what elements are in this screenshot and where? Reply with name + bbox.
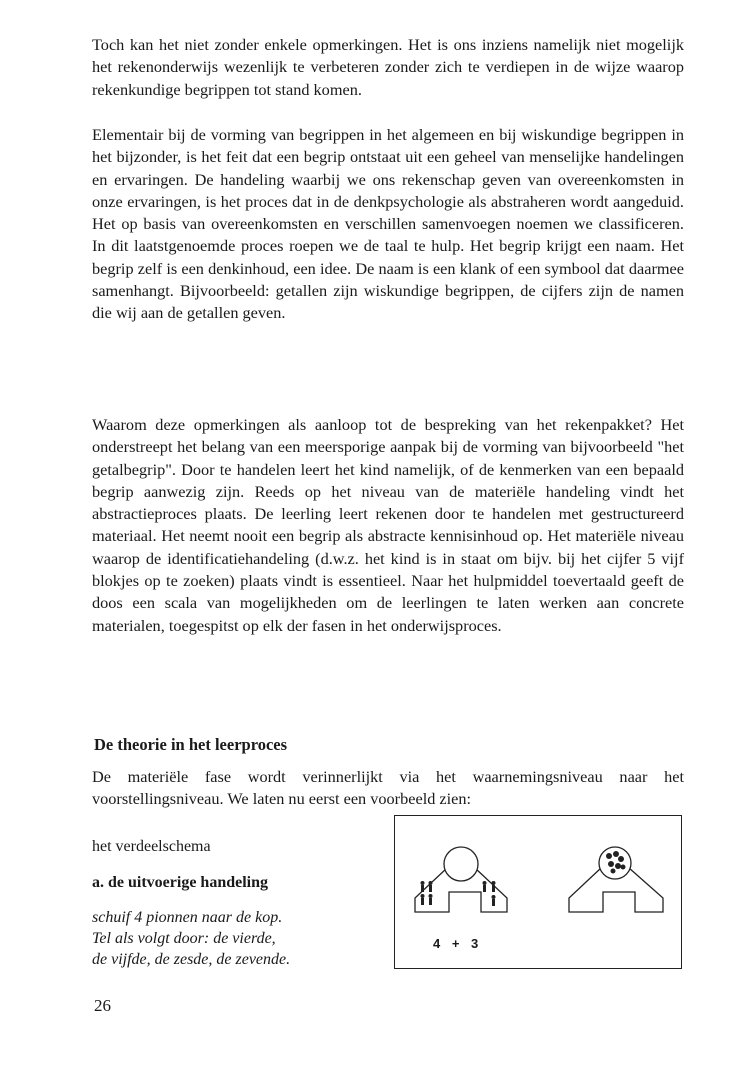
paragraph-1: Toch kan het niet zonder enkele opmerkingen. Het is ons inziens namelijk niet mogelijk het rekenonderwijs wezenlijk te verbeteren zonder zich te verdiepen in de wijze waarop rekenkundige begrippen tot stand komen. [92,35,684,99]
instruction-line: Tel als volgt door: de vierde, [92,930,276,947]
pawns-left-group [421,881,433,905]
example-instruction [92,907,392,970]
section-heading: De theorie in het leerproces [94,735,288,754]
distribution-scheme-figure [394,815,682,969]
example-title: het verdeelschema [92,838,211,855]
section-intro: De materiële fase wordt verinnerlijkt via het waarnemingsniveau naar het voorstellingsniveau. We laten nu eerst een voorbeeld zien: [92,767,684,809]
paragraph-2: Elementair bij de vorming van begrippen in het algemeen en bij wiskundige begrippen in het bijzonder, is het feit dat een begrip ontstaat uit een geheel van menselijke handelingen en ervaringen. De handeling waarbij we ons rekenschap geven van overeenkomsten in onze ervaringen, is het proces dat in de denkpsychologie als abstraheren wordt aangeduid. Het op basis van overeenkomsten en verschillen samenvoegen noemen we classificeren. In dit laatstgenoemde proces roepen we de taal te hulp. Het begrip krijgt een naam. Het begrip zelf is een denkinhoud, een idee. De naam is een klank of een symbool dat daarmee samenhangt. Bijvoorbeeld: getallen zijn wiskundige begrippen, de cijfers zijn de namen die wij aan de getallen geven. [92,125,684,323]
pawns-right-group [483,881,496,906]
figure-caption: 4 + 3 [433,936,483,951]
instruction-line: schuif 4 pionnen naar de kop. [92,909,283,926]
instruction-line: de vijfde, de zesde, de zevende. [92,951,291,968]
page-number: 26 [94,996,111,1015]
example-subheading: a. de uitvoerige handeling [92,874,269,891]
paragraph-3: Waarom deze opmerkingen als aanloop tot de bespreking van het rekenpakket? Het onderstreept het belang van een meersporige aanpak bij de vorming van bijvoorbeeld "het getalbegrip". Door te handelen leert het kind namelijk, of de kenmerken van een bepaald begrip aanwezig zijn. Reeds op het niveau van de materiële handeling vindt het abstractieproces plaats. De leerling leert rekenen door te handelen met gestructureerd materiaal. Het neemt nooit een begrip als abstracte kennisinhoud op. Het materiële niveau waarop de identificatiehandeling (d.w.z. het kind is in staat om bijv. bij het cijfer 5 vijf blokjes op te zoeken) plaats vindt is essentieel. Naar het hulpmiddel toevertaald geeft de doos een scala van mogelijkheden om de leerlingen te laten werken aan concrete materialen, toegespitst op elk der fasen in het onderwijsproces. [92,415,684,635]
